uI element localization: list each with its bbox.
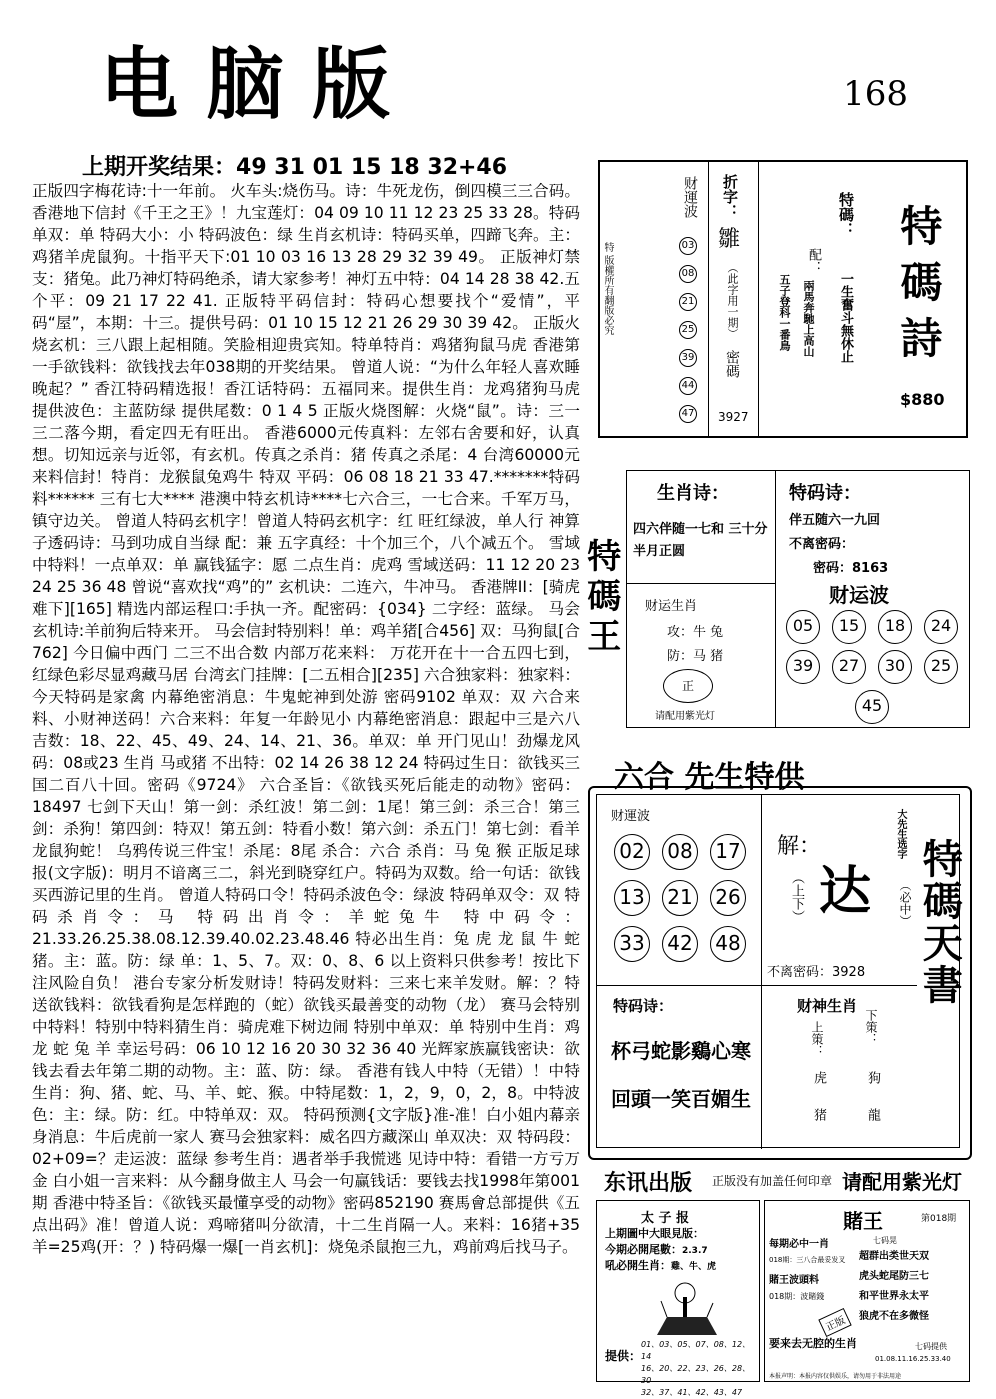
taizi-line3-label: 吼必開生肖：: [605, 1259, 671, 1272]
tema-shi-line: 伴五随六一九回: [789, 513, 881, 528]
last-results: [82, 150, 507, 181]
duwang-poem-line: 狼虎不在多微怪: [859, 1311, 929, 1322]
chaizi-label: 折字：: [721, 174, 739, 219]
ball: 45: [855, 690, 889, 724]
ball: 27: [832, 650, 866, 684]
taizi-line2-val: 2.3.7: [682, 1246, 708, 1256]
ball: 05: [786, 610, 820, 644]
duwang-line2: 018期：三八合最妥发叉: [769, 1256, 846, 1264]
liuhe-banner: 六合 先生特供: [614, 760, 805, 795]
shengxiao-poem: 四六伴随一七和 三十分半月正圆: [633, 522, 768, 559]
ball: 15: [832, 610, 866, 644]
tree-icon: [647, 1277, 727, 1337]
liuhe-balls: [605, 829, 755, 967]
jie-label: 解：: [777, 834, 822, 859]
pei-label: 配：: [806, 248, 821, 274]
xia-label: 下策：: [864, 1009, 878, 1045]
chaizi-char: 雛: [718, 227, 741, 252]
duwang-side1: 七码晃: [873, 1236, 897, 1245]
ball: 26: [710, 880, 746, 916]
caiyun-title: 财运生肖: [645, 599, 698, 614]
ball: 44: [679, 377, 697, 395]
liuhe-caiyunbo-title: 财運波: [611, 809, 651, 824]
caiyunbo-balls: [678, 232, 698, 428]
ball: 21: [679, 293, 697, 311]
code-line: [813, 557, 888, 576]
taizi-line3-val: 雞、牛、虎: [671, 1262, 717, 1272]
char-da: 达: [819, 862, 872, 922]
issue-number: 168: [843, 74, 908, 114]
ball: 21: [662, 880, 698, 916]
seal: [663, 669, 713, 703]
ball: 13: [614, 880, 650, 916]
bizhong: （必中）: [898, 879, 912, 927]
uv-note: 请配用紫光灯: [655, 711, 715, 722]
duwang-poem-line: 超群出类世天双: [859, 1251, 929, 1262]
duwang-poem: [859, 1247, 929, 1327]
price: $880: [900, 390, 945, 409]
shangxia: （上下）: [789, 871, 804, 923]
page-title: 电脑版: [100, 39, 419, 130]
taizi-nums-row: 01、03、05、07、08、12、14: [641, 1340, 751, 1361]
xiansheng-note: 大先生选字: [895, 809, 906, 859]
side-copyright: 特 版權所有翻版必究: [602, 242, 613, 336]
taizi-title: 太 子 报: [641, 1211, 690, 1226]
duwang-line4: 018期：波賭錢: [769, 1292, 825, 1301]
caishen-title: 财神生肖: [797, 997, 858, 1015]
body-text: [32, 180, 580, 1258]
buli-label: 不离密码：: [789, 537, 855, 552]
poem-line-2: 兩馬奔馳上高山: [802, 280, 815, 357]
tema-shi-title: 特码诗：: [789, 483, 861, 504]
shang-vals: 虎 猪: [811, 1071, 826, 1132]
poem-line-3: 五子登科一番鳥: [778, 274, 791, 351]
big-title: 特碼詩: [894, 204, 944, 372]
taizi-line2-label: 今期必開尾數：: [605, 1243, 682, 1256]
attack: 攻：牛 兔: [667, 625, 724, 640]
taizi-line2: [605, 1241, 708, 1257]
chaizi-code: 3927: [718, 410, 749, 424]
duwang-seven-nums: 01.08.11.16.25.33.40: [875, 1355, 951, 1363]
ball: 02: [614, 834, 650, 870]
tema-wang-box: [626, 470, 970, 728]
duwang-issue: 第018期: [921, 1214, 957, 1224]
taizi-line3: [605, 1257, 716, 1273]
taizi-box: [596, 1200, 760, 1397]
taizi-nums: [641, 1339, 759, 1399]
shang-label: 上策：: [810, 1021, 824, 1057]
liuhe-box: [588, 786, 972, 1160]
ball: 24: [924, 610, 958, 644]
caiyunbo-balls: [777, 607, 967, 727]
results-label: 上期开奖结果：: [82, 155, 237, 180]
duwang-line1: 每期必中一肖: [769, 1239, 829, 1250]
ball: 25: [924, 650, 958, 684]
duwang-foot: 本报声明：本报内容仅供娱乐，请勿用于非法用途: [769, 1373, 902, 1380]
tema-wang-side-title: 特碼王: [580, 538, 621, 658]
poem-box: [598, 160, 968, 438]
code-label: 密码：: [813, 561, 853, 576]
ball: 33: [614, 926, 650, 962]
buli-code: 不离密码：3928: [767, 965, 866, 980]
liuhe-poem-1: 杯弓蛇影鷄心寒: [611, 1039, 751, 1063]
liuhe-big-side: 特碼天書: [916, 838, 964, 1006]
ball: 18: [878, 610, 912, 644]
footer-notice: 正版没有加盖任何印章: [712, 1174, 833, 1188]
chaizi-code-label: 密碼: [724, 350, 740, 378]
caiyunbo-label: 财運波: [682, 176, 698, 218]
xia-vals: 狗 龍: [865, 1071, 880, 1132]
seal-text: 正: [681, 679, 694, 693]
duwang-stamp: 正版: [818, 1308, 851, 1337]
ball: 42: [662, 926, 698, 962]
poem-line-1: 一生奮斗無休止: [838, 272, 853, 363]
code-value: 8163: [852, 561, 889, 576]
tema-label: 特碼：: [837, 192, 855, 237]
ball: 17: [710, 834, 746, 870]
body-paragraph: 正版四字梅花诗:十一年前。 火车头:烧伤马。诗：牛死龙伤，倒四模三三合码。 香港地下信封《千王之王》！九宝莲灯：04 09 10 11 12 23 25 33 28。特码单双：单 特码大小：小 特码波色：绿 生肖玄机诗：特码买单，四蹄飞奔。主：鸡猪羊虎鼠狗。十指平天下:01 10 03 16 13 28 29 32 39 49。 正版神灯禁支：猪兔。此乃神灯特码绝杀，请大家参考！神灯五中特：04 14 28 38 42.五个平：09 21 17 22 41. 正版特平码信封：特码心想要找个“爱情”，平码“屋”，本期：十三。提供号码：01 10 15 12 21 26 29 30 39 42。 正版火烧玄机：三八跟上起相随。笑脸相迎贵宾知。特单特肖：鸡猪狗鼠马虎 香港第一手欲钱料：欲钱找去年038期的开奖结果。 曾道人说：“为什么年轻人喜欢睡晚起？” 香江特码精选报！香江话特码：五福同来。提供生肖：龙鸡猪狗马虎 提供波色：主蓝防绿 提供尾数：0 1 4 5 正版火烧图解：火烧“鼠”。诗：三一三二落今期，看定四无有旺出。 香港6000元传真料：左邻右舍要和好，认真想。切知远亲与近邻，有玄机。传真之杀肖：猪 传真之杀尾：4 台湾60000元来料信封！特肖：龙猴鼠兔鸡牛 特双 平码：06 08 18 21 33 47.*******特码料****** 三有七大**** 港澳中特玄机诗****七六合三，一七合来。千军万马，镇守边关。 曾道人特码玄机字！曾道人特码玄机字：红 旺红绿波，单人行 神算子透码诗：马到功成自当绿 配：兼 五字真经：十个加三个，八个减五个。 雪域中特料！一点单双：单 赢钱猛字：愿 二点生肖：虎鸡 雪域送码：11 12 20 23 24 25 36 48 曾说“喜欢找“鸡”的” 玄机诀：二连六，牛冲马。 香港牌II：[骑虎难下][165] 精选内部运程口:手执一齐。配密码：{034} 二字经：蓝绿。 马会玄机诗:羊前狗后特来开。 马会信封特别料！单：鸡羊猪[合456] 双：马狗鼠[合762] 今日偏中西门 二三不出合数 内部万花来料： 万花开在十一合五四七到，红绿色彩尽显鸡藏马居 台湾玄门挂牌：[二五相合][235] 六合独家料：独家料：今天特码是家禽 内幕绝密消息：牛鬼蛇神到处游 密码9102 单双：双 六合来料、小财神送码！六合来料：年复一年龄见小 内幕绝密消息：跟起中三是六八 吉数：18、22、45、49、24、14、21、36。单双：单 开门见山！劲爆龙风码：08或23 生肖 马或猪 不出特：02 14 26 38 12 24 特码过生日：欲钱买三国二百八十回。密码《9724》 六合圣旨：《欲钱买死后能走的动物》密码：18497 七剑下天山！第一剑：杀红波！第二剑：1尾！第三剑：杀三合！第三剑：杀狗！第四剑：特双！第五剑：特看小数！第六剑：杀五门！第七剑：看羊龙鼠狗蛇！ 乌鸦传说三件宝！杀尾：8尾 杀合：六合 杀肖：马 兔 猴 正版足球报(文字版)：明月不谙离三二，斜光到晓穿红户。特码为双数。给一句话：欲钱买西游记里的生肖。 曾道人特码口令！特码杀波色令：绿波 特码单双令：双 特码杀肖令：马 特码出肖令：羊蛇兔牛 特中码令：21.33.26.25.38.08.12.39.40.02.23.48.46 特必出生肖：兔 虎 龙 鼠 牛 蛇 猪。主：蓝。防：绿 单：1、5、7。双：0、8、6 以上资料只供参考！按比下注风险自负！ 港台专家分析发财诗！特码发财料：三来七来羊发财。解：？特送欲钱料：欲钱看狗是怎样跑的（蛇）欲钱买最善变的动物（龙） 赛马会特别中特料！特别中特料猜生肖：骑虎难下树边闹 特别中单双：单 特别中生肖：鸡 龙 蛇 兔 羊 幸运号码：06 10 12 16 20 30 32 36 40 光辉家族赢钱密诀：欲钱去看去年第二期的动物。主：蓝、防：绿。 香港有钱人中特（无错）！中特生肖：狗、猪、蛇、马、羊、蛇、猴。中特尾数：1，2，9，0，2，8。中特波色：主：绿。防：红。中特单双：双。 特码预测{文字版}准-准！白小姐内幕亲身消息：牛后虎前一家人 赛马会独家料：威名四方藏深山 单双决：双 特码段：02+09=？走运波：蓝绿 参考生肖：遇者举手我慌逃 见诗中特：看错一方亏万金 白小姐一言来料：从今翻身做主人 马会一句赢钱话：要钱去找1998年第001期 香港中特圣旨：《欲钱买最懂享受的动物》密码852190 赛馬會总部提供《五点出码》准！曾道人说：鸡啼猪叫分欲清，十二生肖隔一人。来料：16猪+35羊=25鸡(开：？) 特码爆一爆[一肖玄机]：烧兔杀鼠抱三九，鸡前鸡后找马子。: [32, 182, 580, 1256]
ball: 03: [679, 237, 697, 255]
duwang-title: 賭王: [843, 1209, 883, 1233]
results-numbers: 49 31 01 15 18 32+46: [236, 155, 508, 180]
liuhe-inner: [596, 794, 964, 1148]
duwang-seven: 七码提供: [915, 1342, 947, 1351]
ball: 48: [710, 926, 746, 962]
footer-uv: 请配用紫光灯: [842, 1170, 962, 1194]
taizi-nums-row: 32、37、41、42、43、47: [641, 1388, 743, 1397]
duwang-poem-line: 和平世界永太平: [859, 1291, 929, 1302]
publisher: 东讯出版: [604, 1171, 693, 1196]
liuhe-tema-shi-title: 特码诗：: [613, 997, 674, 1015]
caiyunbo-title: 财运波: [829, 583, 889, 607]
ball: 30: [878, 650, 912, 684]
duwang-box: [764, 1200, 970, 1382]
chaizi-note: （此字用一期）: [726, 262, 739, 339]
taizi-line1: 上期圖中大眼見版：: [605, 1227, 704, 1240]
shengxiao-title: 生肖诗：: [657, 483, 729, 504]
duwang-big: 要来去无腔的生肖: [769, 1337, 857, 1350]
taizi-nums-row: 16、20、22、23、26、28、30: [641, 1364, 751, 1385]
ball: 08: [662, 834, 698, 870]
ball: 39: [786, 650, 820, 684]
ball: 39: [679, 349, 697, 367]
taizi-illustration: [647, 1277, 727, 1337]
taizi-tigong: 提供：: [605, 1349, 642, 1363]
duwang-poem-line: 虎头蛇尾防三七: [859, 1271, 929, 1282]
liuhe-poem-2: 回頭一笑百媚生: [611, 1087, 751, 1111]
ball: 25: [679, 321, 697, 339]
ball: 08: [679, 265, 697, 283]
defend: 防：马 猪: [667, 649, 724, 664]
duwang-line3: 賭王波頭料: [769, 1275, 819, 1286]
ball: 47: [679, 405, 697, 423]
